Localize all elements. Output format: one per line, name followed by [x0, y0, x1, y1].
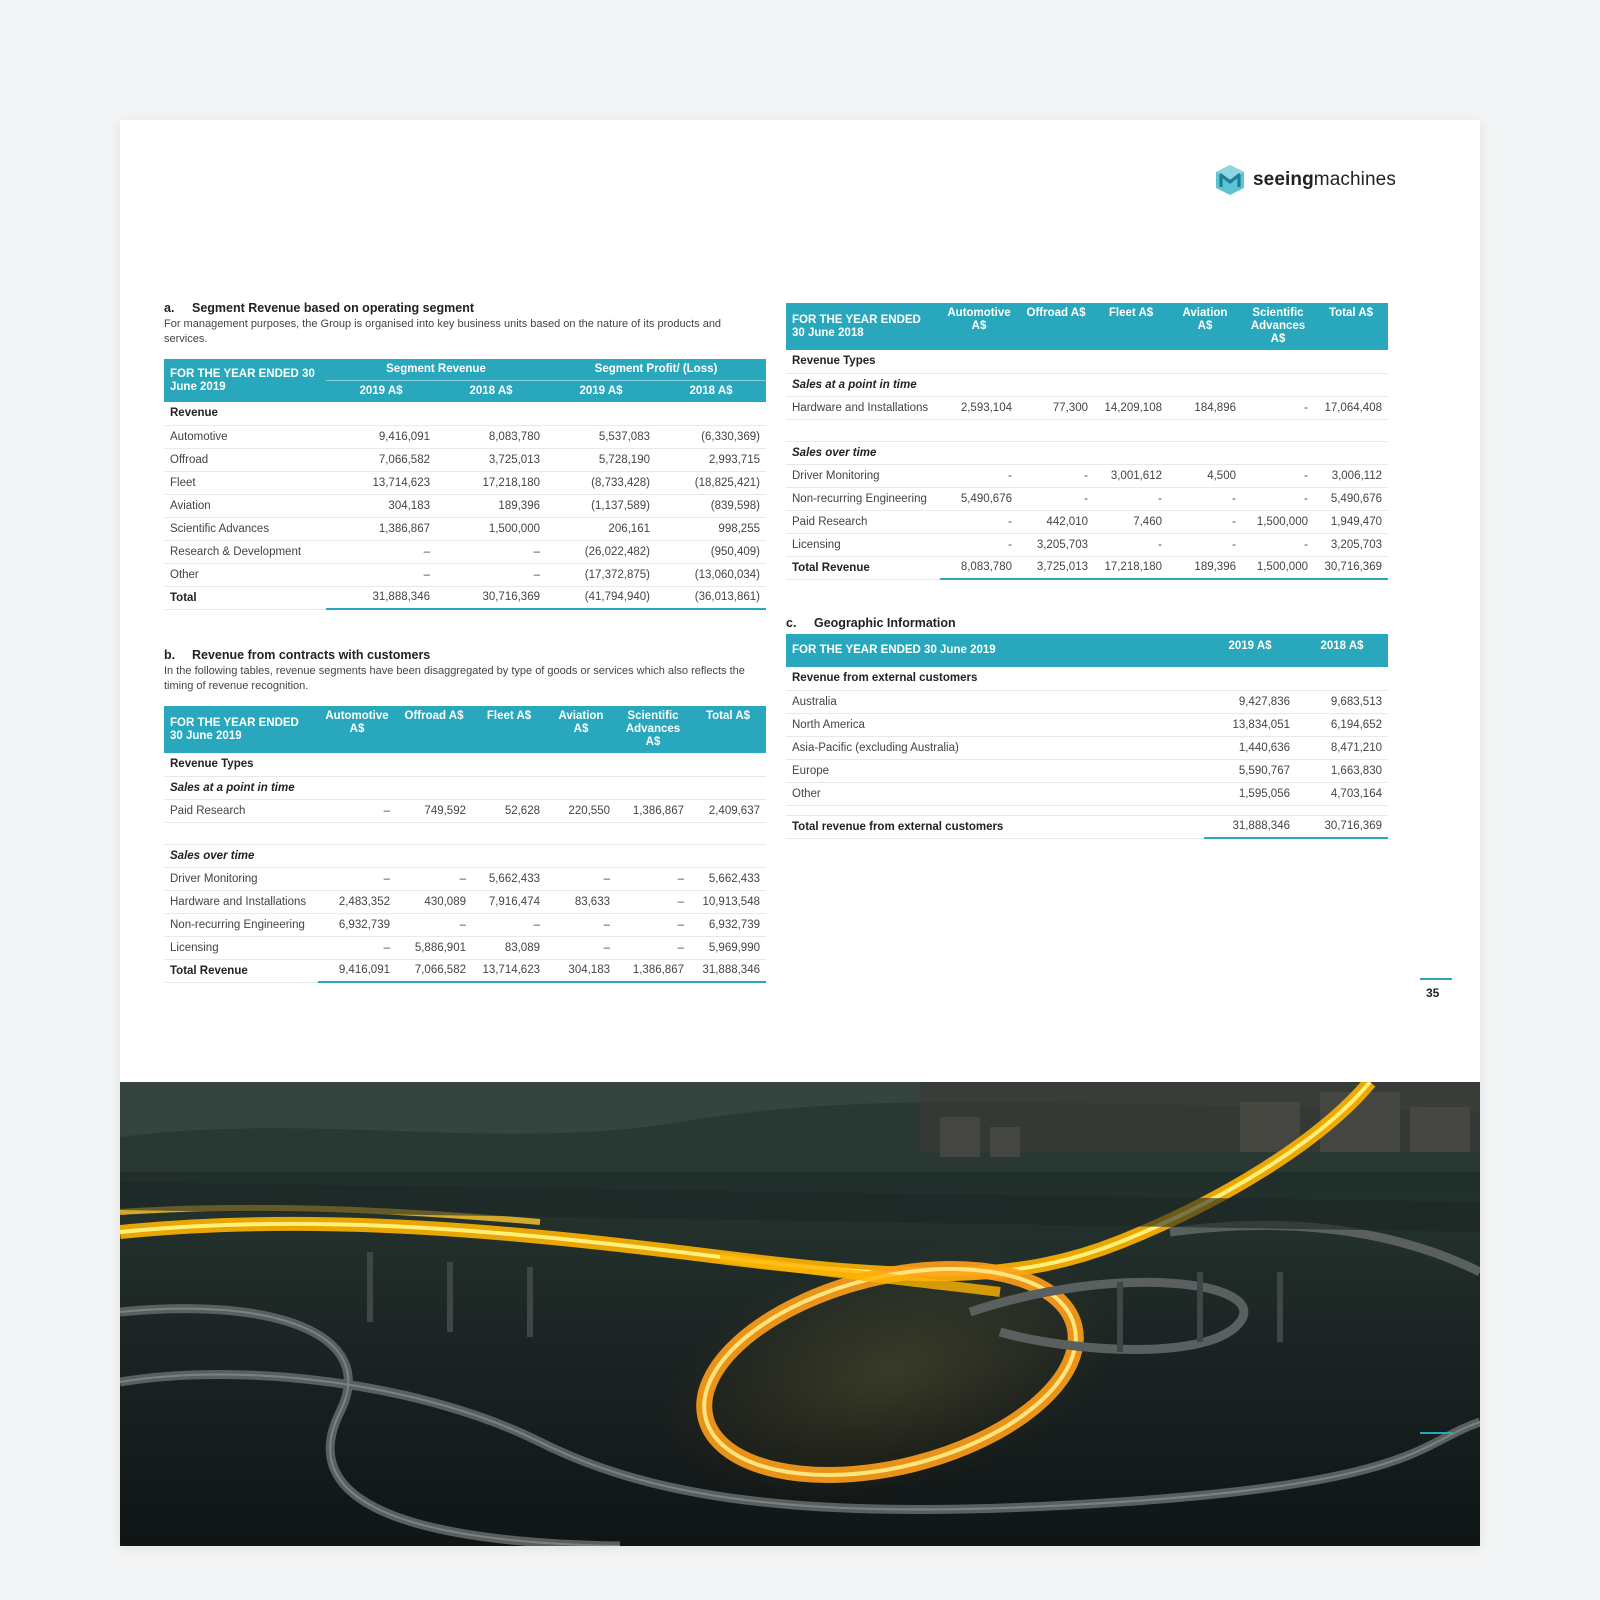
table-cell: 8,471,210	[1296, 736, 1388, 759]
table-cell: –	[318, 936, 396, 959]
table-subheading	[786, 805, 1388, 815]
row-label: Hardware and Installations	[164, 890, 318, 913]
table-header-label: FOR THE YEAR ENDED 30 June 2018	[786, 303, 940, 350]
table-cell: -	[940, 510, 1018, 533]
table-cell: 430,089	[396, 890, 472, 913]
table-cell: -	[1242, 487, 1314, 510]
table-cell: 7,066,582	[326, 448, 436, 471]
highway-interchange-photo	[120, 1082, 1480, 1546]
table-row	[786, 782, 1388, 805]
table-cell: –	[546, 913, 616, 936]
table-cell: (8,733,428)	[546, 471, 656, 494]
table-cell: 5,590,767	[1204, 759, 1296, 782]
table-subheading: Revenue	[164, 402, 766, 425]
table-row	[164, 890, 766, 913]
table-cell: 1,500,000	[436, 517, 546, 540]
table-cell: -	[1168, 533, 1242, 556]
table-cell: 189,396	[436, 494, 546, 517]
table-cell: -	[1242, 396, 1314, 419]
table-cell: 30,716,369	[436, 586, 546, 609]
row-label: Hardware and Installations	[786, 396, 940, 419]
section-b-title: b. Revenue from contracts with customers	[164, 648, 431, 662]
table-cell: 220,550	[546, 799, 616, 822]
table-cell: 10,913,548	[690, 890, 766, 913]
table-header-label: FOR THE YEAR ENDED 30 June 2019	[786, 634, 1204, 667]
table-cell: 8,083,780	[436, 425, 546, 448]
column-header: Scientific Advances A$	[1242, 303, 1314, 350]
table-cell: (17,372,875)	[546, 563, 656, 586]
table-cell: -	[1242, 533, 1314, 556]
table-cell: –	[318, 799, 396, 822]
table-cell: 7,066,582	[396, 959, 472, 982]
segment-revenue-table	[164, 359, 766, 610]
table-cell: 1,386,867	[326, 517, 436, 540]
row-label: Driver Monitoring	[164, 867, 318, 890]
table-cell: 83,089	[472, 936, 546, 959]
brand-name: seeingmachines	[1253, 169, 1396, 190]
table-row	[164, 799, 766, 822]
table-subheading-row	[786, 419, 1388, 441]
table-subheading: Sales at a point in time	[164, 776, 766, 799]
table-cell: 2,593,104	[940, 396, 1018, 419]
row-label: Fleet	[164, 471, 326, 494]
column-header: Aviation A$	[546, 706, 616, 753]
table-subheading-row	[164, 822, 766, 844]
row-label: Driver Monitoring	[786, 464, 940, 487]
column-header: 2018 A$	[656, 381, 766, 403]
table-subheading: Revenue Types	[786, 350, 1388, 373]
table-cell: 6,932,739	[690, 913, 766, 936]
table-row	[164, 494, 766, 517]
section-a	[164, 301, 766, 610]
table-cell: -	[1168, 487, 1242, 510]
table-cell: 13,834,051	[1204, 713, 1296, 736]
table-header-label: FOR THE YEAR ENDED 30 June 2019	[164, 706, 318, 753]
table-cell: 9,416,091	[318, 959, 396, 982]
table-cell: 7,460	[1094, 510, 1168, 533]
table-cell: -	[1018, 487, 1094, 510]
column-header: Offroad A$	[396, 706, 472, 753]
table-cell: 2,483,352	[318, 890, 396, 913]
table-cell: 30,716,369	[1314, 556, 1388, 579]
table-cell: 5,490,676	[1314, 487, 1388, 510]
table-row	[786, 556, 1388, 579]
table-cell: 17,218,180	[436, 471, 546, 494]
table-row	[164, 471, 766, 494]
table-row	[786, 815, 1388, 838]
table-subheading	[164, 822, 766, 844]
table-cell: –	[616, 867, 690, 890]
column-header: Fleet A$	[472, 706, 546, 753]
table-cell: –	[436, 540, 546, 563]
column-header: Fleet A$	[1094, 303, 1168, 350]
table-row	[164, 913, 766, 936]
table-subheading: Revenue from external customers	[786, 667, 1388, 690]
row-label: Asia-Pacific (excluding Australia)	[786, 736, 1204, 759]
table-cell: -	[1242, 464, 1314, 487]
table-row	[164, 540, 766, 563]
section-b-2018	[786, 303, 1388, 580]
seeing-machines-logo-icon	[1213, 163, 1247, 197]
table-row	[786, 690, 1388, 713]
table-cell: 2,409,637	[690, 799, 766, 822]
table-cell: (950,409)	[656, 540, 766, 563]
table-cell: 9,427,836	[1204, 690, 1296, 713]
table-cell: (41,794,940)	[546, 586, 656, 609]
table-row	[164, 517, 766, 540]
table-cell: -	[1094, 533, 1168, 556]
column-header: 2019 A$	[546, 381, 656, 403]
table-cell: -	[1094, 487, 1168, 510]
table-cell: –	[318, 867, 396, 890]
table-cell: (18,825,421)	[656, 471, 766, 494]
table-cell: 31,888,346	[1204, 815, 1296, 838]
group-header: Segment Profit/ (Loss)	[546, 359, 766, 381]
section-c	[786, 616, 1388, 839]
table-cell: (13,060,034)	[656, 563, 766, 586]
row-label: Total Revenue	[786, 556, 940, 579]
section-c-title: c. Geographic Information	[786, 616, 956, 630]
row-label: Total revenue from external customers	[786, 815, 1204, 838]
table-cell: 30,716,369	[1296, 815, 1388, 838]
table-cell: 31,888,346	[326, 586, 436, 609]
table-cell: –	[616, 890, 690, 913]
column-header: Automotive A$	[940, 303, 1018, 350]
photo-accent-rule	[1420, 1432, 1452, 1434]
table-row	[786, 759, 1388, 782]
table-row	[164, 586, 766, 609]
table-cell: –	[436, 563, 546, 586]
row-label: Automotive	[164, 425, 326, 448]
table-cell: -	[940, 464, 1018, 487]
table-cell: 1,663,830	[1296, 759, 1388, 782]
table-cell: 2,993,715	[656, 448, 766, 471]
table-cell: –	[396, 913, 472, 936]
table-subheading-row	[164, 753, 766, 776]
table-row	[786, 464, 1388, 487]
table-header-label: FOR THE YEAR ENDED 30 June 2019	[164, 359, 326, 402]
table-cell: 13,714,623	[326, 471, 436, 494]
table-cell: 3,725,013	[436, 448, 546, 471]
table-cell: 5,662,433	[690, 867, 766, 890]
contracts-revenue-2018-table	[786, 303, 1388, 580]
row-label: Scientific Advances	[164, 517, 326, 540]
table-cell: –	[326, 540, 436, 563]
row-label: Paid Research	[786, 510, 940, 533]
column-header: Offroad A$	[1018, 303, 1094, 350]
table-cell: –	[326, 563, 436, 586]
table-cell: 3,205,703	[1018, 533, 1094, 556]
table-cell: 5,969,990	[690, 936, 766, 959]
table-cell: 6,932,739	[318, 913, 396, 936]
table-cell: 1,386,867	[616, 959, 690, 982]
table-row	[164, 563, 766, 586]
table-row	[164, 448, 766, 471]
table-subheading-row	[164, 776, 766, 799]
table-row	[164, 959, 766, 982]
table-row	[786, 396, 1388, 419]
page-number: 35	[1426, 986, 1440, 1000]
column-header: 2018 A$	[436, 381, 546, 403]
table-cell: (36,013,861)	[656, 586, 766, 609]
section-a-title: a. Segment Revenue based on operating segment	[164, 301, 475, 315]
table-row	[786, 736, 1388, 759]
table-row	[164, 425, 766, 448]
table-cell: 5,490,676	[940, 487, 1018, 510]
table-subheading-row	[164, 402, 766, 425]
row-label: Paid Research	[164, 799, 318, 822]
table-cell: 442,010	[1018, 510, 1094, 533]
table-cell: 304,183	[326, 494, 436, 517]
table-cell: 1,500,000	[1242, 556, 1314, 579]
highway-photo-illustration	[120, 1082, 1480, 1546]
table-row	[164, 867, 766, 890]
table-cell: 3,006,112	[1314, 464, 1388, 487]
table-row	[786, 510, 1388, 533]
table-subheading: Sales over time	[786, 441, 1388, 464]
section-b	[164, 648, 766, 983]
table-cell: 5,537,083	[546, 425, 656, 448]
table-cell: –	[616, 936, 690, 959]
table-cell: 749,592	[396, 799, 472, 822]
table-cell: 9,416,091	[326, 425, 436, 448]
row-label: Licensing	[164, 936, 318, 959]
row-label: Other	[164, 563, 326, 586]
table-cell: 184,896	[1168, 396, 1242, 419]
table-cell: 1,949,470	[1314, 510, 1388, 533]
table-cell: 31,888,346	[690, 959, 766, 982]
table-cell: 9,683,513	[1296, 690, 1388, 713]
table-subheading-row	[164, 844, 766, 867]
table-cell: 7,916,474	[472, 890, 546, 913]
column-header: Scientific Advances A$	[616, 706, 690, 753]
table-subheading-row	[786, 441, 1388, 464]
row-label: Australia	[786, 690, 1204, 713]
table-cell: 304,183	[546, 959, 616, 982]
table-cell: 3,725,013	[1018, 556, 1094, 579]
column-header: Total A$	[1314, 303, 1388, 350]
table-cell: -	[1168, 510, 1242, 533]
column-header: Automotive A$	[318, 706, 396, 753]
table-cell: 4,500	[1168, 464, 1242, 487]
table-cell: –	[472, 913, 546, 936]
table-cell: 17,218,180	[1094, 556, 1168, 579]
table-cell: –	[546, 867, 616, 890]
table-subheading-row	[786, 373, 1388, 396]
table-subheading: Sales over time	[164, 844, 766, 867]
table-subheading: Sales at a point in time	[786, 373, 1388, 396]
table-subheading-row	[786, 805, 1388, 815]
table-cell: 52,628	[472, 799, 546, 822]
table-cell: 5,728,190	[546, 448, 656, 471]
table-row	[164, 936, 766, 959]
table-cell: 3,205,703	[1314, 533, 1388, 556]
column-header: Aviation A$	[1168, 303, 1242, 350]
section-a-description: For management purposes, the Group is organised into key business units based on the nature of its products and services.	[164, 318, 722, 345]
row-label: Total Revenue	[164, 959, 318, 982]
brand-logo	[1213, 162, 1396, 198]
geographic-table	[786, 634, 1388, 839]
table-cell: 83,633	[546, 890, 616, 913]
table-cell: –	[616, 913, 690, 936]
table-cell: 189,396	[1168, 556, 1242, 579]
table-cell: -	[940, 533, 1018, 556]
table-cell: –	[546, 936, 616, 959]
row-label: Research & Development	[164, 540, 326, 563]
table-cell: (1,137,589)	[546, 494, 656, 517]
table-cell: 5,886,901	[396, 936, 472, 959]
table-cell: 8,083,780	[940, 556, 1018, 579]
table-cell: 13,714,623	[472, 959, 546, 982]
table-row	[786, 487, 1388, 510]
row-label: North America	[786, 713, 1204, 736]
table-cell: (26,022,482)	[546, 540, 656, 563]
table-cell: 1,595,056	[1204, 782, 1296, 805]
column-header: 2018 A$	[1296, 634, 1388, 667]
table-cell: 1,386,867	[616, 799, 690, 822]
table-cell: 1,440,636	[1204, 736, 1296, 759]
row-label: Non-recurring Engineering	[164, 913, 318, 936]
table-cell: (839,598)	[656, 494, 766, 517]
table-subheading-row	[786, 667, 1388, 690]
column-header: Total A$	[690, 706, 766, 753]
table-cell: 6,194,652	[1296, 713, 1388, 736]
column-header: 2019 A$	[1204, 634, 1296, 667]
column-header: 2019 A$	[326, 381, 436, 403]
row-label: Aviation	[164, 494, 326, 517]
row-label: Other	[786, 782, 1204, 805]
table-subheading: Revenue Types	[164, 753, 766, 776]
table-cell: 3,001,612	[1094, 464, 1168, 487]
row-label: Non-recurring Engineering	[786, 487, 940, 510]
section-b-description: In the following tables, revenue segments have been disaggregated by type of goods or services which also reflects the timing of revenue recognition.	[164, 665, 745, 692]
table-subheading-row	[786, 350, 1388, 373]
table-cell: 77,300	[1018, 396, 1094, 419]
table-cell: 14,209,108	[1094, 396, 1168, 419]
contracts-revenue-2019-table	[164, 706, 766, 983]
table-cell: 1,500,000	[1242, 510, 1314, 533]
table-cell: (6,330,369)	[656, 425, 766, 448]
report-page	[120, 120, 1480, 1546]
table-cell: 206,161	[546, 517, 656, 540]
row-label: Licensing	[786, 533, 940, 556]
table-cell: 17,064,408	[1314, 396, 1388, 419]
row-label: Europe	[786, 759, 1204, 782]
group-header: Segment Revenue	[326, 359, 546, 381]
row-label: Total	[164, 586, 326, 609]
table-cell: 4,703,164	[1296, 782, 1388, 805]
page-number-rule	[1420, 978, 1452, 980]
table-cell: 5,662,433	[472, 867, 546, 890]
row-label: Offroad	[164, 448, 326, 471]
table-cell: -	[1018, 464, 1094, 487]
table-subheading	[786, 419, 1388, 441]
table-cell: –	[396, 867, 472, 890]
table-row	[786, 713, 1388, 736]
table-cell: 998,255	[656, 517, 766, 540]
table-row	[786, 533, 1388, 556]
